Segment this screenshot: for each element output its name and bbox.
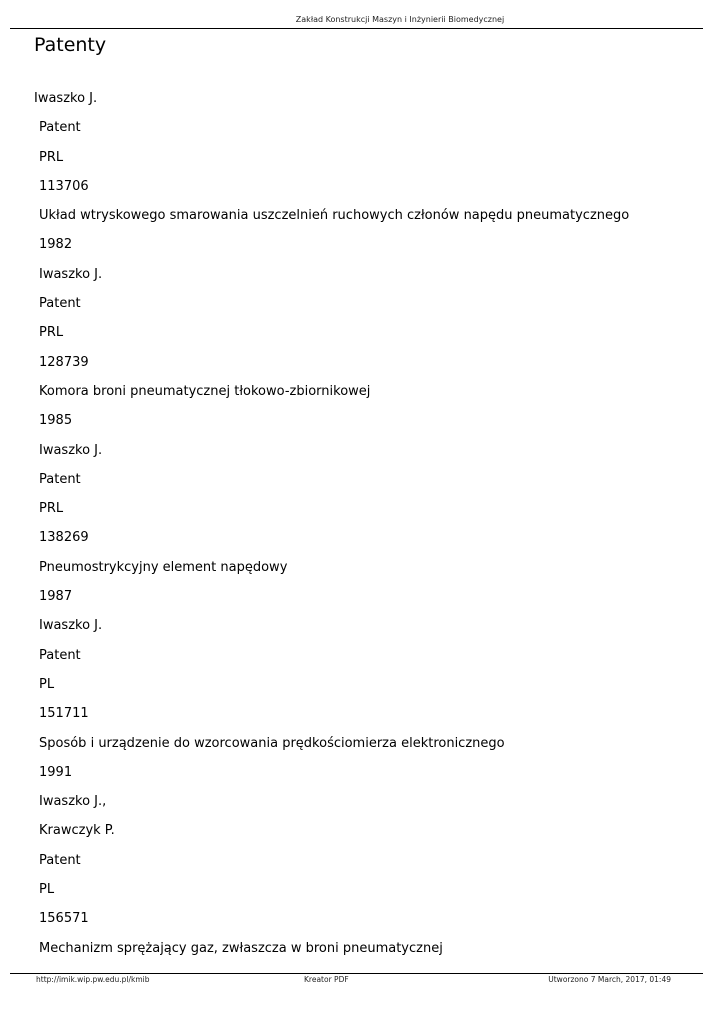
list-item: 138269	[39, 530, 89, 546]
list-item: 1982	[39, 237, 73, 253]
list-item: Iwaszko J.	[34, 91, 98, 106]
footer-url: http://imik.wip.pw.edu.pl/kmib	[36, 975, 150, 984]
list-item: 1985	[39, 413, 73, 429]
list-item: PRL	[39, 501, 64, 517]
list-item: Iwaszko J.	[39, 442, 103, 458]
list-item: Patent	[39, 647, 81, 663]
list-item: 1987	[39, 589, 73, 605]
list-item: Mechanizm sprężający gaz, zwłaszcza w broni pneumatycznej	[39, 940, 443, 956]
list-item: Komora broni pneumatycznej tłokowo-zbiornikowej	[39, 383, 371, 399]
header-divider	[10, 28, 703, 29]
list-item: Patent	[39, 852, 81, 868]
page-header: Zakład Konstrukcji Maszyn i Inżynierii Biomedycznej	[295, 15, 505, 24]
list-item: Patent	[39, 471, 81, 487]
list-item: PL	[39, 882, 55, 898]
list-item: 128739	[39, 354, 89, 370]
footer-divider	[10, 973, 703, 974]
list-item: PRL	[39, 325, 64, 341]
list-item: Krawczyk P.	[39, 823, 115, 839]
list-item: 156571	[39, 911, 89, 927]
list-item: Patent	[39, 120, 81, 136]
list-item: Patent	[39, 296, 81, 312]
list-item: PL	[39, 676, 55, 692]
list-item: 113706	[39, 178, 89, 194]
page-title: Patenty	[34, 34, 107, 56]
patent-list	[0, 90, 725, 969]
list-item: Iwaszko J.,	[39, 794, 107, 810]
list-item: 1991	[39, 764, 73, 780]
list-item: Pneumostrykcyjny element napędowy	[39, 559, 288, 575]
list-item: Iwaszko J.	[39, 618, 103, 634]
list-item: PRL	[39, 149, 64, 165]
footer-created-date: Utworzono 7 March, 2017, 01:49	[548, 975, 671, 984]
list-item: Sposób i urządzenie do wzorcowania prędkościomierza elektronicznego	[39, 735, 505, 751]
footer-generator: Kreator PDF	[304, 975, 349, 984]
list-item: 151711	[39, 706, 89, 722]
list-item: Iwaszko J.	[39, 266, 103, 282]
list-item: Układ wtryskowego smarowania uszczelnień ruchowych członów napędu pneumatycznego	[39, 208, 630, 224]
